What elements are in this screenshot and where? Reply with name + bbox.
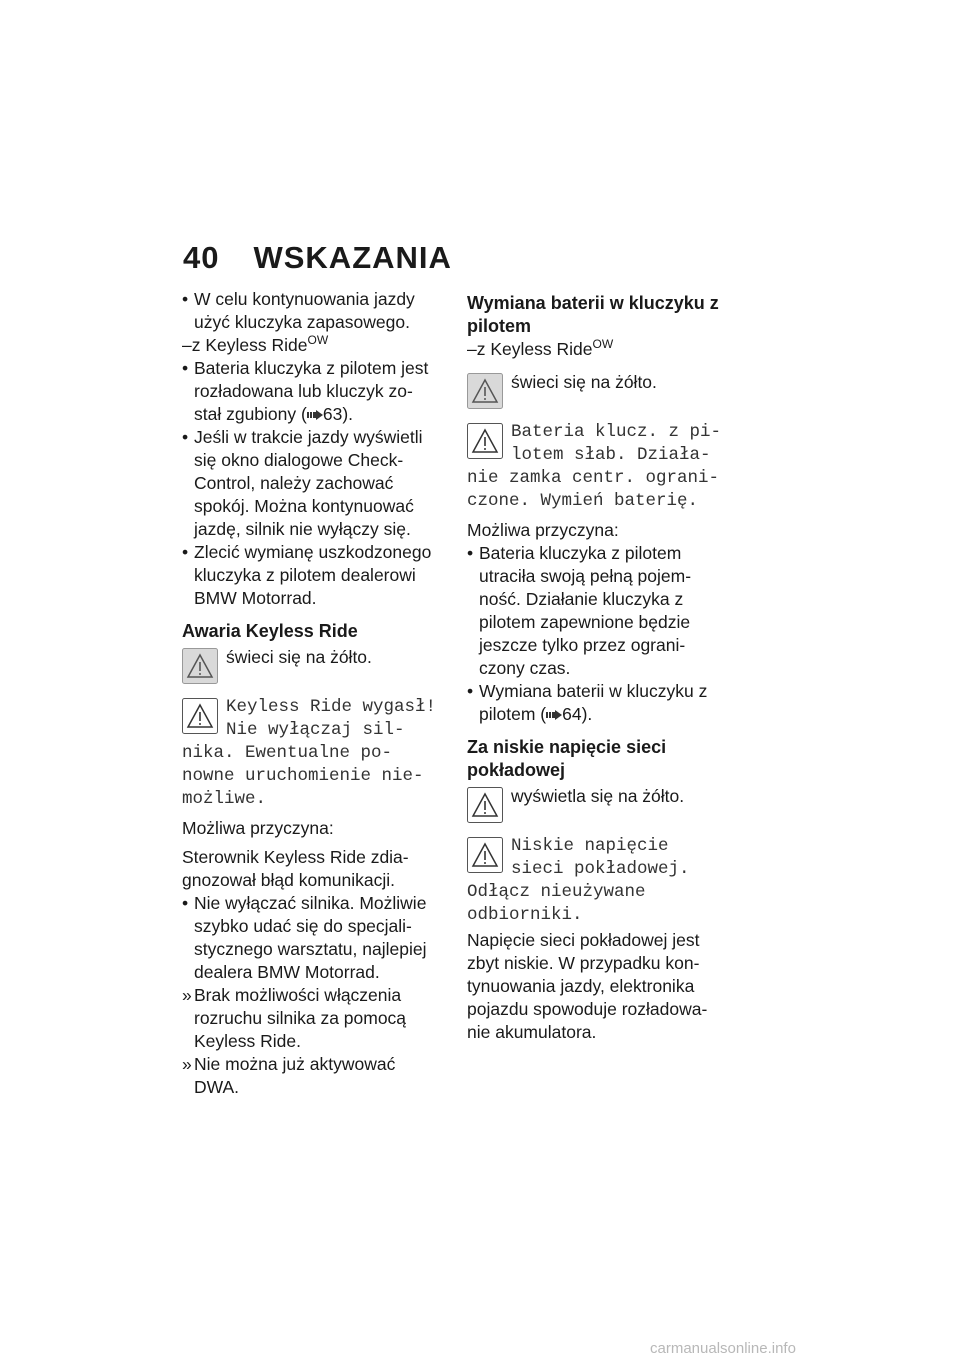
description-paragraph: Napięcie sieci pokładowej jest zbyt niskie. W przypadku kon- tynuowania jazdy, elektronika pojazdu spowoduje rozładowa- nie akumulatora. xyxy=(467,930,708,1042)
warning-triangle-icon xyxy=(182,698,218,734)
bullet-item: • W celu kontynuowania jazdy użyć kluczyka zapasowego. xyxy=(182,289,415,332)
warning-triangle-icon xyxy=(467,837,503,873)
page-reference-link[interactable]: 64 xyxy=(562,704,582,724)
page-reference-arrow-icon xyxy=(307,410,323,420)
frame-row: wyświetla się na żółto. xyxy=(467,785,737,823)
warning-lamp-icon xyxy=(182,648,218,684)
page-title: WSKAZANIA xyxy=(253,240,452,275)
page-number: 40 xyxy=(183,240,220,275)
display-message: Keyless Ride wygasł! Nie wyłączaj sil- nika. Ewentualne po- nowne uruchomienie nie- możliwe. xyxy=(182,697,437,809)
page-header xyxy=(183,240,452,276)
bullet-item: • Nie wyłączać silnika. Możliwie szybko udać się do specjali- stycznego warsztatu, najlepiej dealera BMW Motorrad. xyxy=(182,893,427,982)
keyless-variant: –z Keyless Ride$^{OW}$ xyxy=(182,333,329,355)
result-item: » Brak możliwości włączenia rozruchu silnika za pomocą Keyless Ride. xyxy=(182,985,407,1051)
bullet-item: • Bateria kluczyka z pilotem jest rozładowana lub kluczyk zo- stał zgubiony ( 63). xyxy=(182,358,429,424)
lamp-row: świeci się na żółto. xyxy=(182,646,452,684)
keyless-variant: –z Keyless Ride$^{OW}$ xyxy=(467,337,614,359)
watermark: carmanualsonline.info xyxy=(650,1340,796,1357)
warning-triangle-icon xyxy=(467,423,503,459)
section-heading: Wymiana baterii w kluczyku z pilotem xyxy=(467,293,719,336)
page-reference-arrow-icon xyxy=(546,710,562,720)
warning-lamp-icon xyxy=(467,373,503,409)
bullet-item: • Bateria kluczyka z pilotem utraciła swoją pełną pojem- ność. Działanie kluczyka z pilotem zapewnione będzie jeszcze tylko przez ograni- czony czas. xyxy=(467,543,692,678)
bullet-mark: • xyxy=(182,289,189,309)
cause-text: Sterownik Keyless Ride zdia- gnozował błąd komunikacji. xyxy=(182,847,409,890)
left-column xyxy=(182,288,452,1099)
cause-label: Możliwa przyczyna: xyxy=(182,818,334,838)
section-heading: Awaria Keyless Ride xyxy=(182,621,358,641)
cause-label: Możliwa przyczyna: xyxy=(467,520,619,540)
right-column xyxy=(467,288,737,1044)
display-message: Bateria klucz. z pi- lotem słab. Działa- nie zamka centr. ograni- czone. Wymień baterię. xyxy=(467,422,722,511)
page-reference-link[interactable]: 63 xyxy=(322,404,343,424)
result-item: » Nie można już aktywować DWA. xyxy=(182,1054,396,1097)
lamp-row: świeci się na żółto. xyxy=(467,371,737,409)
display-message: Niskie napięcie sieci pokładowej. Odłącz nieużywane odbiorniki. xyxy=(467,836,690,925)
bullet-item: • Zlecić wymianę uszkodzonego kluczyka z pilotem dealerowi BMW Motorrad. xyxy=(182,542,432,608)
bullet-item: • Jeśli w trakcie jazdy wyświetli się okno dialogowe Check- Control, należy zachować spokój. Można kontynuować jazdę, silnik nie wyłączy się. xyxy=(182,427,423,539)
section-heading: Za niskie napięcie sieci pokładowej xyxy=(467,737,667,780)
warning-triangle-icon xyxy=(467,787,503,823)
bullet-item: • Wymiana baterii w kluczyku z pilotem ( 64). xyxy=(467,681,708,724)
